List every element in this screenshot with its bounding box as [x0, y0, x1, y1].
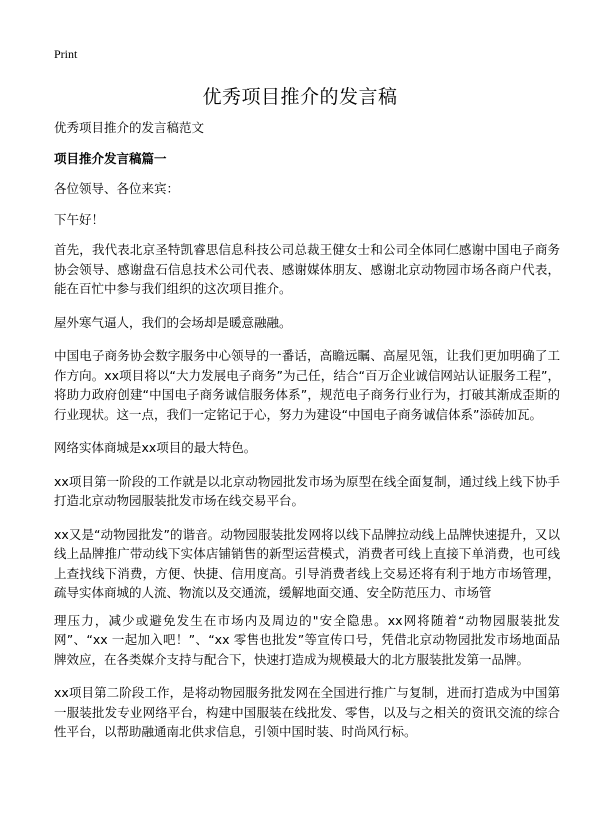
greeting: 各位领导、各位来宾： [54, 181, 180, 196]
document-body [54, 118, 560, 756]
paragraph: xx项目第二阶段工作，是将动物园服务批发网在全国进行推广与复制，进而打造成为中国第一服装批发专业网络平台，构建中国服装在线批发、零售，以及与之相关的资讯交流的综合性平台，以帮助融通南北供求信息，引领中国时装、时尚风行标。 [54, 685, 560, 739]
subtitle: 优秀项目推介的发言稿范文 [54, 120, 205, 135]
paragraph: 理压力，减少或避免发生在市场内及周边的"安全隐患。xx网将随着“动物园服装批发网”、“xx 一起加入吧！”、“xx 零售也批发”等宣传口号，凭借北京动物园批发市场地面品牌效应，在各类媒介支持与配合下，快速打造成为规模最大的北方服装批发第一品牌。 [54, 612, 560, 667]
salutation: 下午好！ [54, 211, 105, 227]
paragraph: xx项目第一阶段的工作就是以北京动物园批发市场为原型在线全面复制，通过线上线下协手打造北京动物园服装批发市场在线交易平台。 [54, 473, 560, 508]
print-link[interactable]: Print [54, 47, 78, 61]
paragraph: 中国电子商务协会数字服务中心领导的一番话，高瞻远瞩、高屋见瓴，让我们更加明确了工作方向。xx项目将以“大力发展电子商务”为己任，结合“百万企业诚信网站认证服务工程”，将助力政府创建“中国电子商务诚信服务体系”，规范电子商务行业行为，打破其渐成歪斯的行业现状。这一点，我们一定铭记于心，努力为建设“中国电子商务诚信体系”添砖加瓦。 [54, 348, 560, 422]
page-title: 优秀项目推介的发言稿 [202, 86, 398, 108]
paragraph: xx又是“动物园批发”的谐音。动物园服装批发网将以线下品牌拉动线上品牌快速提升，又以线上品牌推广带动线下实体店铺销售的新型运营模式，消费者可线上直接下单消费，也可线上查找线下消费，方便、快捷、信用度高。引导消费者线上交易还将有利于地方市场管理，疏导实体商城的人流、物流以及交通流，缓解地面交通、安全防范压力、市场管 [54, 526, 560, 600]
section-heading: 项目推介发言稿篇一 [54, 150, 167, 166]
paragraph: 首先，我代表北京圣特凯睿思信息科技公司总裁王健女士和公司全体同仁感谢中国电子商务协会领导、感谢盘石信息技术公司代表、感谢媒体朋友、感谢北京动物园市场各商户代表，能在百忙中参与我们组织的这次项目推介。 [54, 242, 560, 296]
paragraph: 网络实体商城是xx项目的最大特色。 [54, 440, 257, 455]
paragraph: 屋外寒气逼人，我们的会场却是暖意融融。 [54, 314, 292, 330]
